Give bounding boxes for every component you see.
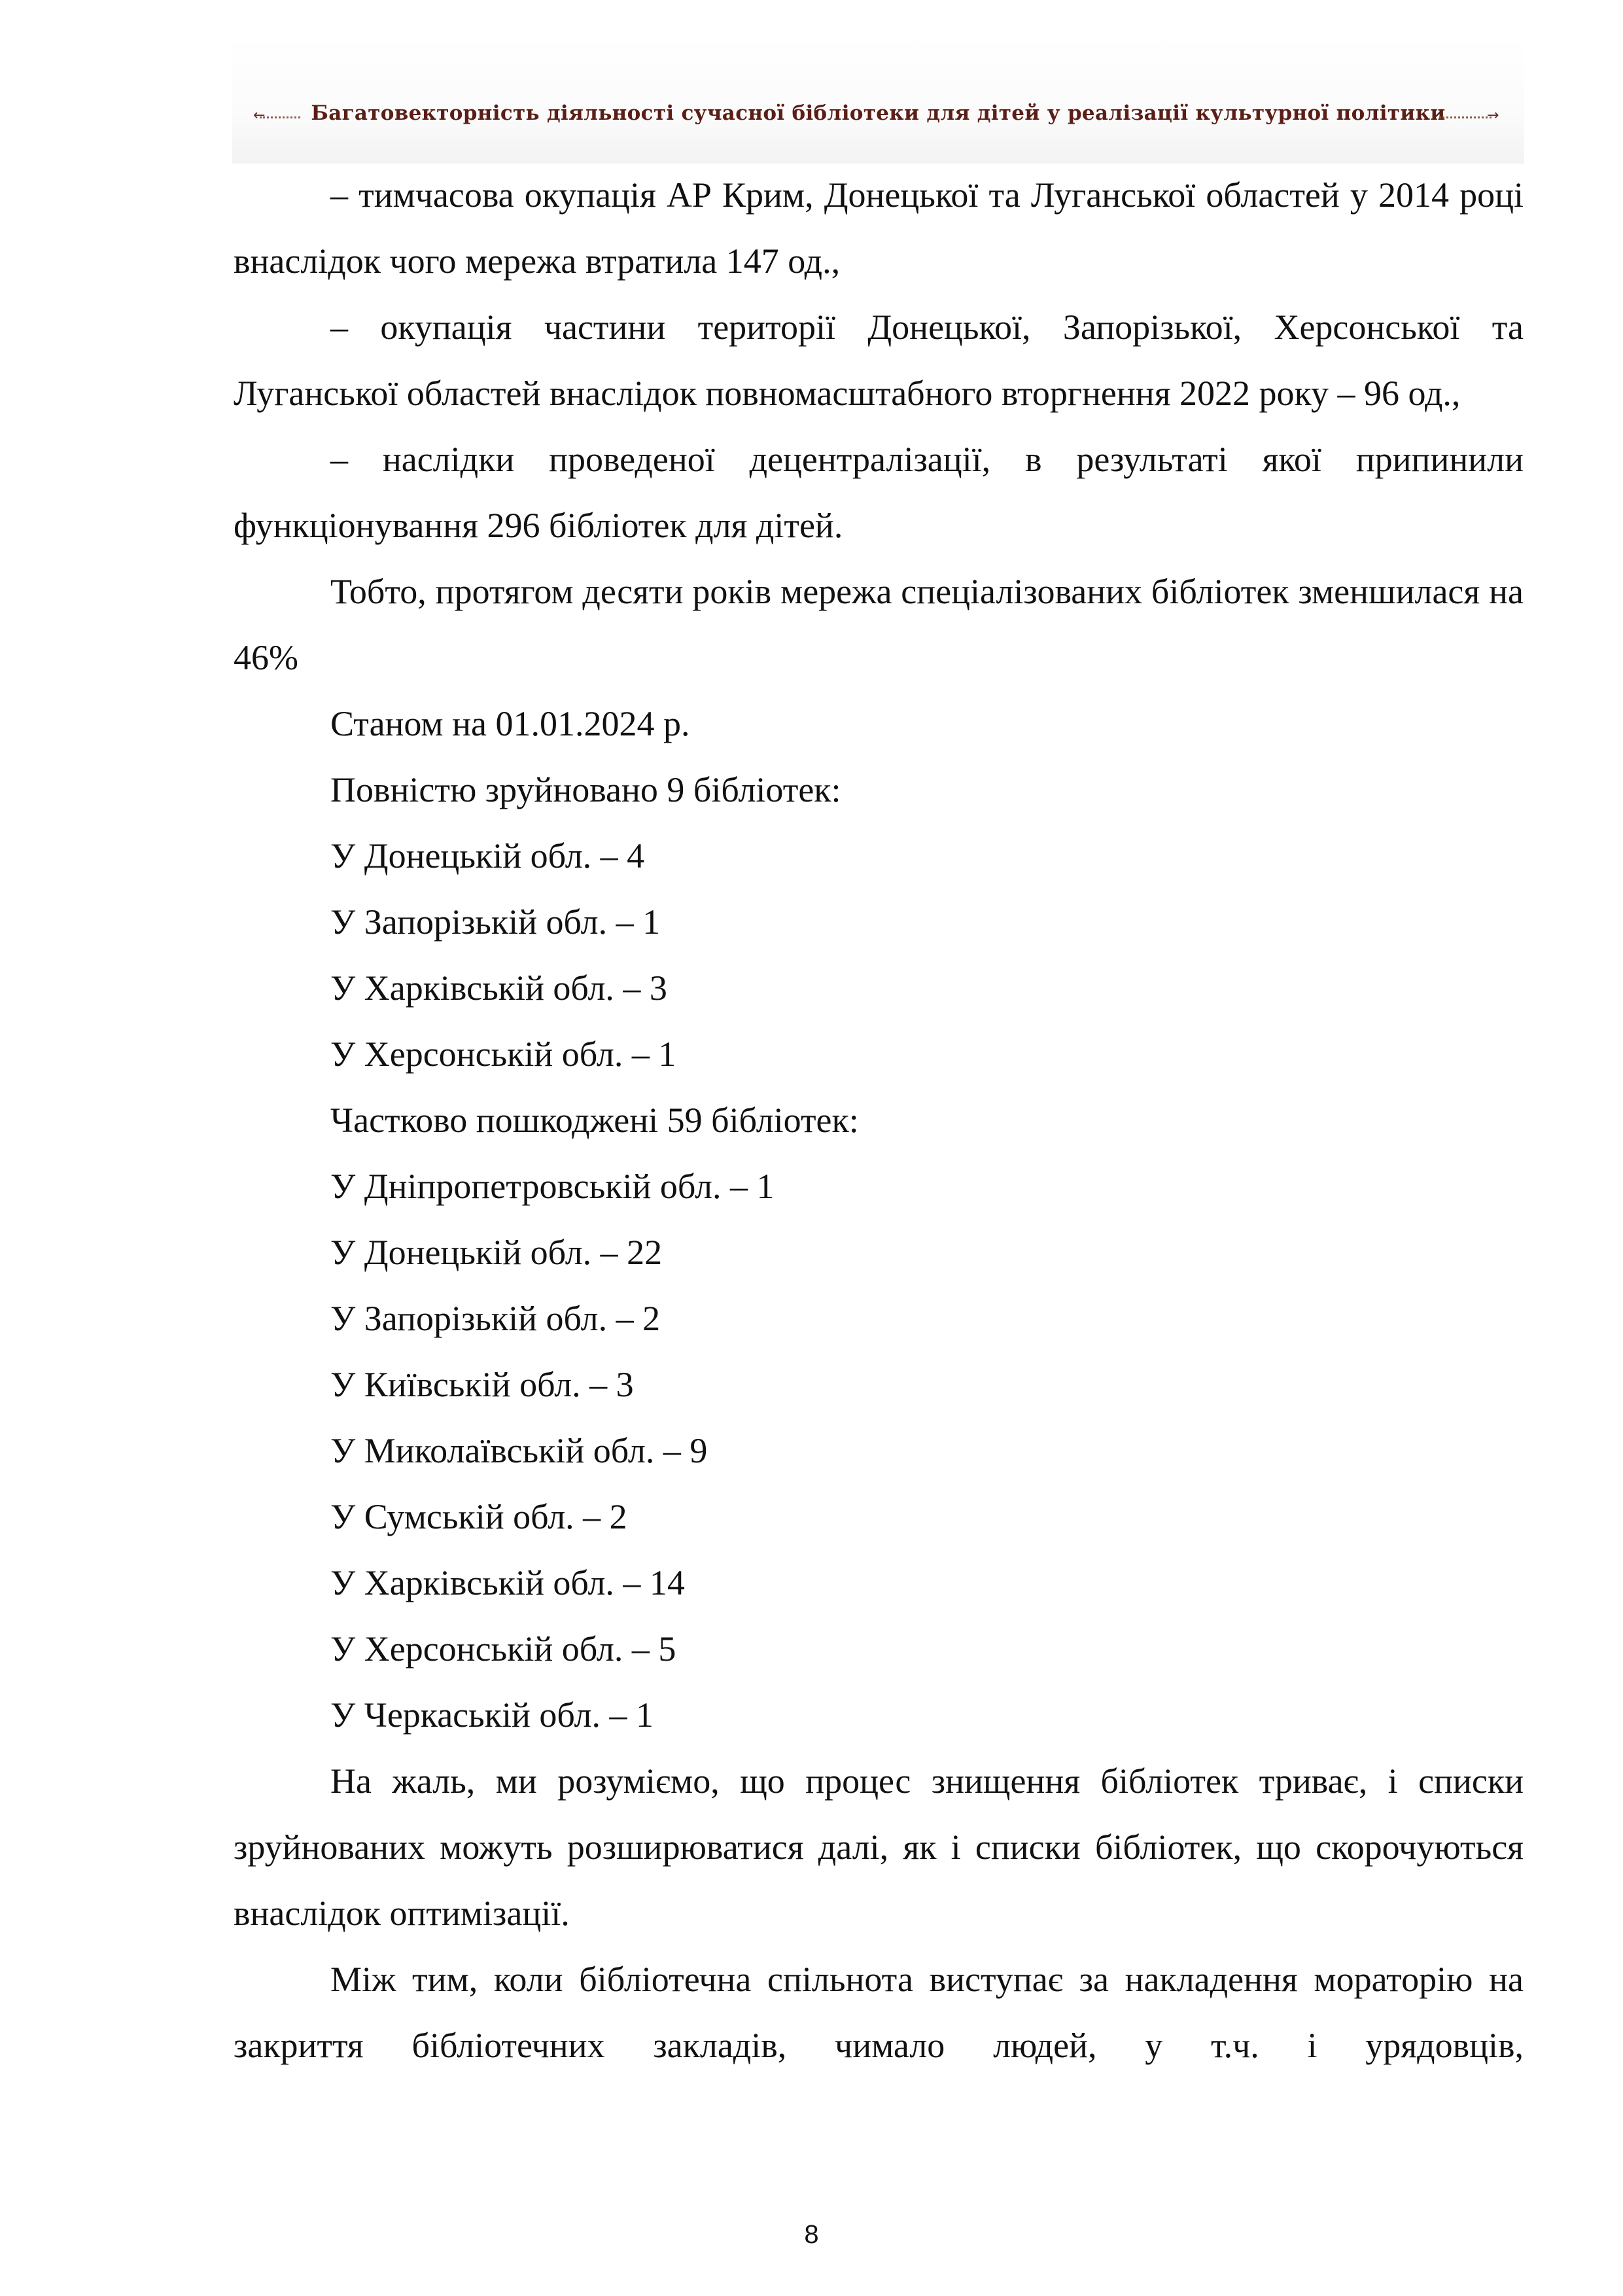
page-body (234, 162, 1524, 2079)
arrow-right-icon: → (1487, 107, 1499, 124)
damaged-item: У Запорізькій обл. – 2 (330, 1299, 661, 1338)
damaged-item: У Київській обл. – 3 (330, 1365, 634, 1404)
damaged-item: У Донецькій обл. – 22 (330, 1233, 663, 1272)
destroyed-item: У Харківській обл. – 3 (330, 968, 667, 1008)
damaged-heading: Частково пошкоджені 59 бібліотек: (330, 1101, 859, 1140)
damaged-item: У Миколаївській обл. – 9 (330, 1431, 708, 1470)
running-header (232, 36, 1524, 164)
running-header-title: Багатовекторність діяльності сучасної бібліотеки для дітей у реалізації культурної політики (311, 101, 1446, 125)
destroyed-item: У Херсонській обл. – 1 (330, 1034, 676, 1074)
damaged-item: У Черкаській обл. – 1 (330, 1695, 654, 1735)
paragraph-moratorium: Між тим, коли бібліотечна спільнота виступає за накладення мораторію на закриття бібліотечних закладів, чимало людей, у т.ч. і урядовців, (234, 1960, 1524, 2065)
page-number: 8 (804, 2220, 819, 2249)
damaged-item: У Харківській обл. – 14 (330, 1563, 685, 1602)
destroyed-item: У Донецькій обл. – 4 (330, 836, 645, 875)
paragraph-2022-invasion: – окупація частини території Донецької, Запорізької, Херсонської та Луганської областей внаслідок повномасштабного вторгнення 2022 року – 96 од., (234, 308, 1524, 413)
paragraph-destruction-continues: На жаль, ми розуміємо, що процес знищення бібліотек триває, і списки зруйнованих можуть розширюватися далі, як і списки бібліотек, що скорочуються внаслідок оптимізації. (234, 1761, 1524, 1933)
arrow-left-icon: ← (253, 107, 266, 124)
damaged-item: У Дніпропетровській обл. – 1 (330, 1167, 775, 1206)
destroyed-item: У Запорізькій обл. – 1 (330, 902, 661, 942)
damaged-item: У Сумській обл. – 2 (330, 1497, 627, 1536)
paragraph-decentralization: – наслідки проведеної децентралізації, в результаті якої припинили функціонування 296 бібліотек для дітей. (234, 440, 1524, 545)
header-dotted-line-right (1439, 116, 1492, 118)
destroyed-heading: Повністю зруйновано 9 бібліотек: (330, 770, 841, 809)
paragraph-network-reduction: Тобто, протягом десяти років мережа спеціалізованих бібліотек зменшилася на 46% (234, 572, 1524, 677)
status-date: Станом на 01.01.2024 р. (330, 704, 690, 743)
damaged-item: У Херсонській обл. – 5 (330, 1629, 676, 1669)
paragraph-crimea-occupation: – тимчасова окупація АР Крим, Донецької та Луганської областей у 2014 році внаслідок чого мережа втратила 147 од., (234, 175, 1524, 281)
